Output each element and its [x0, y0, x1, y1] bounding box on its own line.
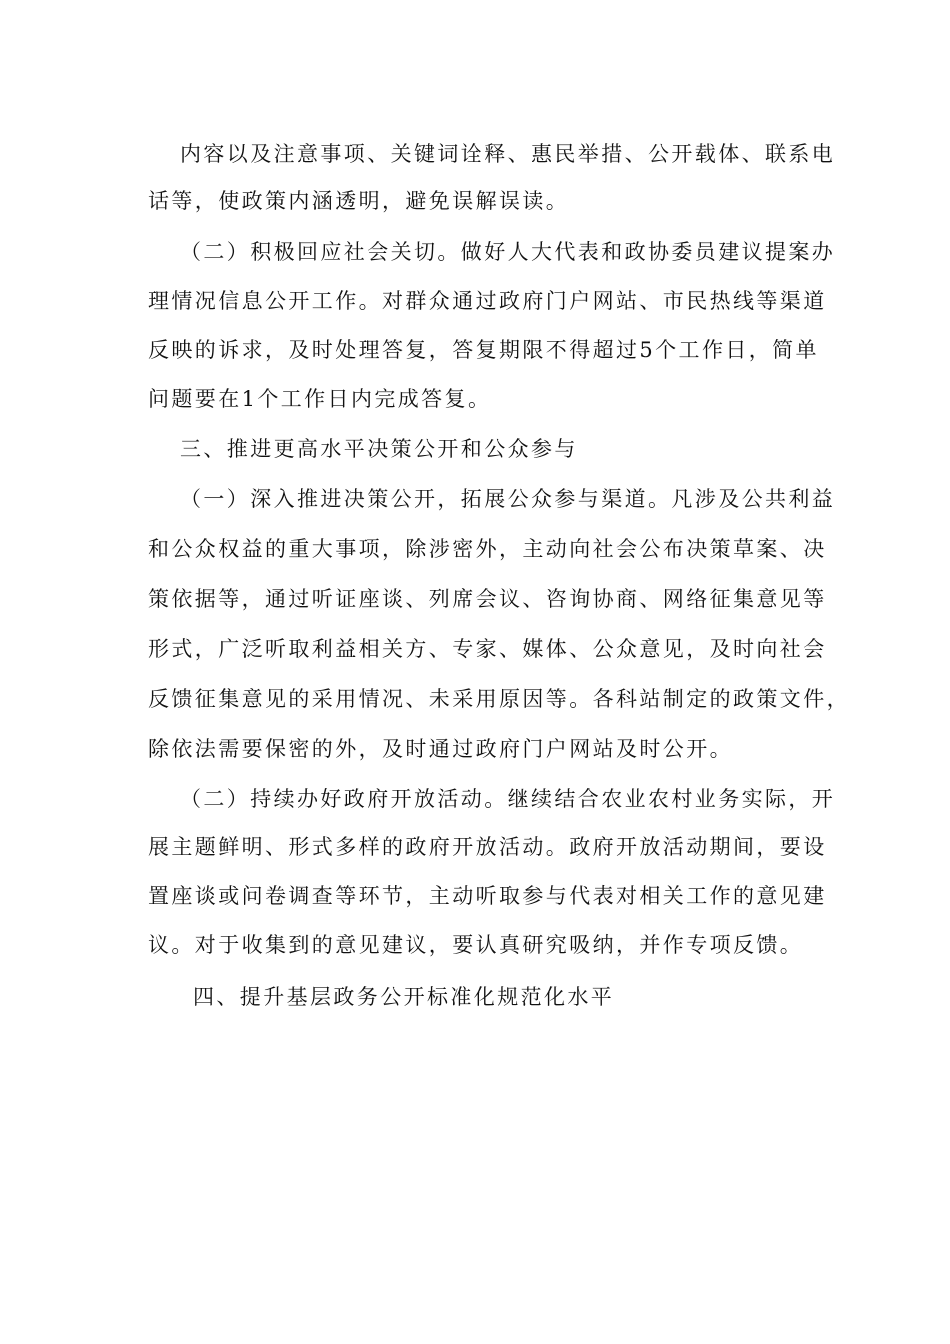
- paragraph-line: 内容以及注意事项、关键词诠释、惠民举措、公开载体、联系电: [180, 142, 836, 166]
- paragraph-line: 反馈征集意见的采用情况、未采用原因等。各科站制定的政策文件，: [148, 687, 850, 711]
- paragraph-line: （二）积极回应社会关切。做好人大代表和政协委员建议提案办: [180, 240, 836, 264]
- section-heading: 三、推进更高水平决策公开和公众参与: [180, 437, 578, 461]
- paragraph-line: 形式，广泛听取利益相关方、专家、媒体、公众意见，及时向社会: [148, 637, 827, 661]
- paragraph-line: （一）深入推进决策公开，拓展公众参与渠道。凡涉及公共利益: [180, 487, 836, 511]
- paragraph-line: 策依据等，通过听证座谈、列席会议、咨询协商、网络征集意见等: [148, 587, 827, 611]
- paragraph-line: 理情况信息公开工作。对群众通过政府门户网站、市民热线等渠道: [148, 289, 827, 313]
- paragraph-line: 反映的诉求，及时处理答复，答复期限不得超过5个工作日，简单: [148, 338, 819, 362]
- paragraph-line: 和公众权益的重大事项，除涉密外，主动向社会公布决策草案、决: [148, 537, 827, 561]
- paragraph-line: 问题要在1个工作日内完成答复。: [148, 387, 492, 411]
- paragraph-line: 话等，使政策内涵透明，避免误解误读。: [148, 189, 570, 213]
- paragraph-line: （二）持续办好政府开放活动。继续结合农业农村业务实际，开: [180, 787, 836, 811]
- paragraph-line: 除依法需要保密的外，及时通过政府门户网站及时公开。: [148, 737, 733, 761]
- paragraph-line: 置座谈或问卷调查等环节，主动听取参与代表对相关工作的意见建: [148, 884, 827, 908]
- paragraph-line: 议。对于收集到的意见建议，要认真研究吸纳，并作专项反馈。: [148, 933, 804, 957]
- paragraph-line: 展主题鲜明、形式多样的政府开放活动。政府开放活动期间，要设: [148, 835, 827, 859]
- section-heading: 四、提升基层政务公开标准化规范化水平: [193, 985, 615, 1009]
